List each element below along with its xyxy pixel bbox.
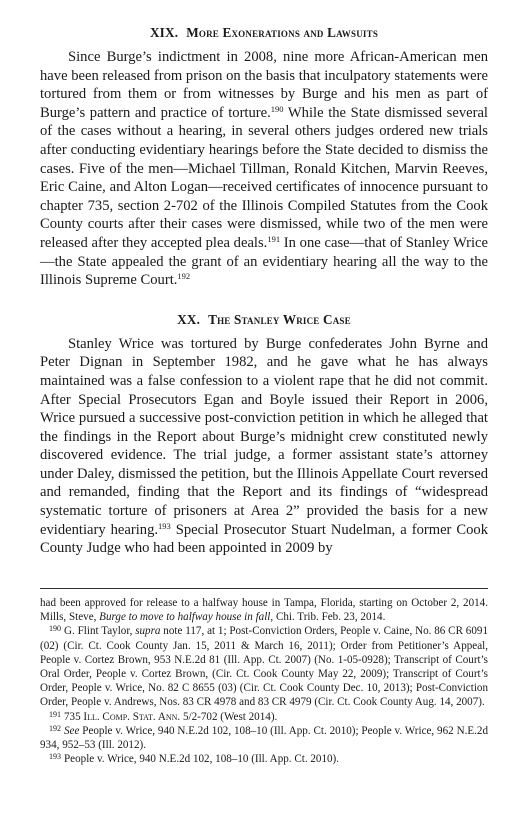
footnote-text: People v. Wrice, 940 N.E.2d 102, 108–10 (Ill. App. Ct. 2010). — [64, 753, 340, 766]
section-heading-xix — [40, 24, 488, 42]
paragraph-text: Stanley Wrice was tortured by Burge confederates John Byrne and Peter Dignan in September 1982, and he gave what he has always maintained was a false confession to a violent rape that he did not commit. After Special Prosecutors Egan and Boyle issued their Report in 2006, Wrice pursued a successive post-conviction petition in which he alleged that the findings in the Report about Burge’s midnight crew constituted newly discovered evidence. The trial judge, a former assistant state’s attorney under Daley, dismissed the petition, but the Illinois Appellate Court reversed and remanded, finding that the Report and its findings of “widespread systematic torture of prisoners at Area 2” provided the basis for a new evidentiary hearing. — [40, 335, 488, 538]
paragraph-exonerations — [40, 48, 488, 290]
section-heading-xx — [40, 311, 488, 329]
footnote-193 — [40, 752, 488, 766]
article-title: Burge to move to halfway house in fall — [99, 611, 271, 624]
statute-name: Ill. Comp. Stat. Ann. — [83, 710, 181, 723]
section-title: The Stanley Wrice Case — [208, 311, 351, 327]
footnote-text: note 117, at 1; Post-Conviction Orders, People v. Caine, No. 86 CR 6091 (02) (Cir. Ct. Cook County Jan. 15, 2011 & March 16, 2011); Order from Petitioner’s Appeal, People v. Cortez Brown, 953 N.E.2d 81 (Ill. App. Ct. 2007) (No. 1-05-0928); Transcript of Court’s Oral Order, People v. Cortez Brown, (Cir. Ct. Cook County May 22, 2009); Transcript of Court’s Order, People v. Wrice, No. 82 C 8655 (03) (Cir. Ct. Cook County Dec. 10, 2013); Post-Conviction Order, People v. Andrews, Nos. 83 CR 4978 and 83 CR 4979 (Cir. Ct. Cook County Aug. 14, 2007). — [40, 625, 488, 709]
footnote-number: 192 — [49, 723, 61, 733]
section-number: XIX. — [149, 25, 179, 40]
page-body — [40, 24, 488, 558]
footnote-number: 193 — [49, 752, 61, 762]
footnote-text: , Chi. Trib. Feb. 23, 2014. — [270, 611, 386, 624]
footnote-text: G. Flint Taylor, — [64, 625, 136, 638]
footnotes — [40, 596, 488, 766]
paragraph-wrice-case — [40, 335, 488, 558]
footnote-divider — [40, 588, 488, 589]
footnote-ref-193[interactable]: 193 — [158, 520, 171, 531]
section-number: XX. — [177, 311, 201, 327]
footnote-ref-190[interactable]: 190 — [270, 103, 284, 114]
footnote-text: 5/2-702 (West 2014). — [180, 710, 278, 723]
footnote-number: 190 — [49, 624, 61, 634]
footnote-192 — [40, 724, 488, 752]
footnote-190 — [40, 624, 488, 709]
footnote-number: 191 — [49, 709, 61, 719]
footnote-ref-191[interactable]: 191 — [267, 233, 281, 244]
footnote-italic: See — [64, 724, 80, 737]
paragraph-text: Since Burge’s indictment in 2008, nine more African-American men have been released from prison on the basis that inculpatory statements were tortured from them or from witnesses by Burge and his men as part of Burge’s pattern and practice of torture. — [40, 49, 488, 121]
section-title: More Exonerations and Lawsuits — [186, 25, 379, 40]
footnote-text: People v. Wrice, 940 N.E.2d 102, 108–10 (Ill. App. Ct. 2010); People v. Wrice, 962 N.E.2d 934, 952–53 (Ill. 2012). — [40, 724, 488, 752]
footnote-text: 735 — [64, 710, 84, 723]
paragraph-text: While the State dismissed several of the cases without a hearing, in several others judges ordered new trials after conducting evidentiary hearings before the State decided to dismiss the cases. Five of the men—Michael Tillman, Ronald Kitchen, Marvin Reeves, Eric Caine, and Alton Logan—received certificates of innocence pursuant to chapter 735, section 2-702 of the Illinois Compiled Statutes from the Cook County courts after their cases were dismissed, while two of the men were released after they accepted plea deals. — [40, 104, 488, 251]
footnote-continued — [40, 596, 488, 624]
paragraph-text: In one case—that of Stanley Wrice—the State appealed the grant of an evidentiary hearing all the way to the Illinois Supreme Court. — [40, 234, 489, 289]
footnote-italic: supra — [135, 625, 161, 638]
footnote-ref-192[interactable]: 192 — [177, 271, 191, 282]
footnote-text: had been approved for release to a halfway house in Tampa, Florida, starting on October 2, 2014. Mills, Steve, — [40, 597, 488, 624]
footnote-191 — [40, 710, 488, 724]
paragraph-text: Special Prosecutor Stuart Nudelman, a former Cook County Judge who had been appointed in 2009 by — [40, 521, 489, 557]
